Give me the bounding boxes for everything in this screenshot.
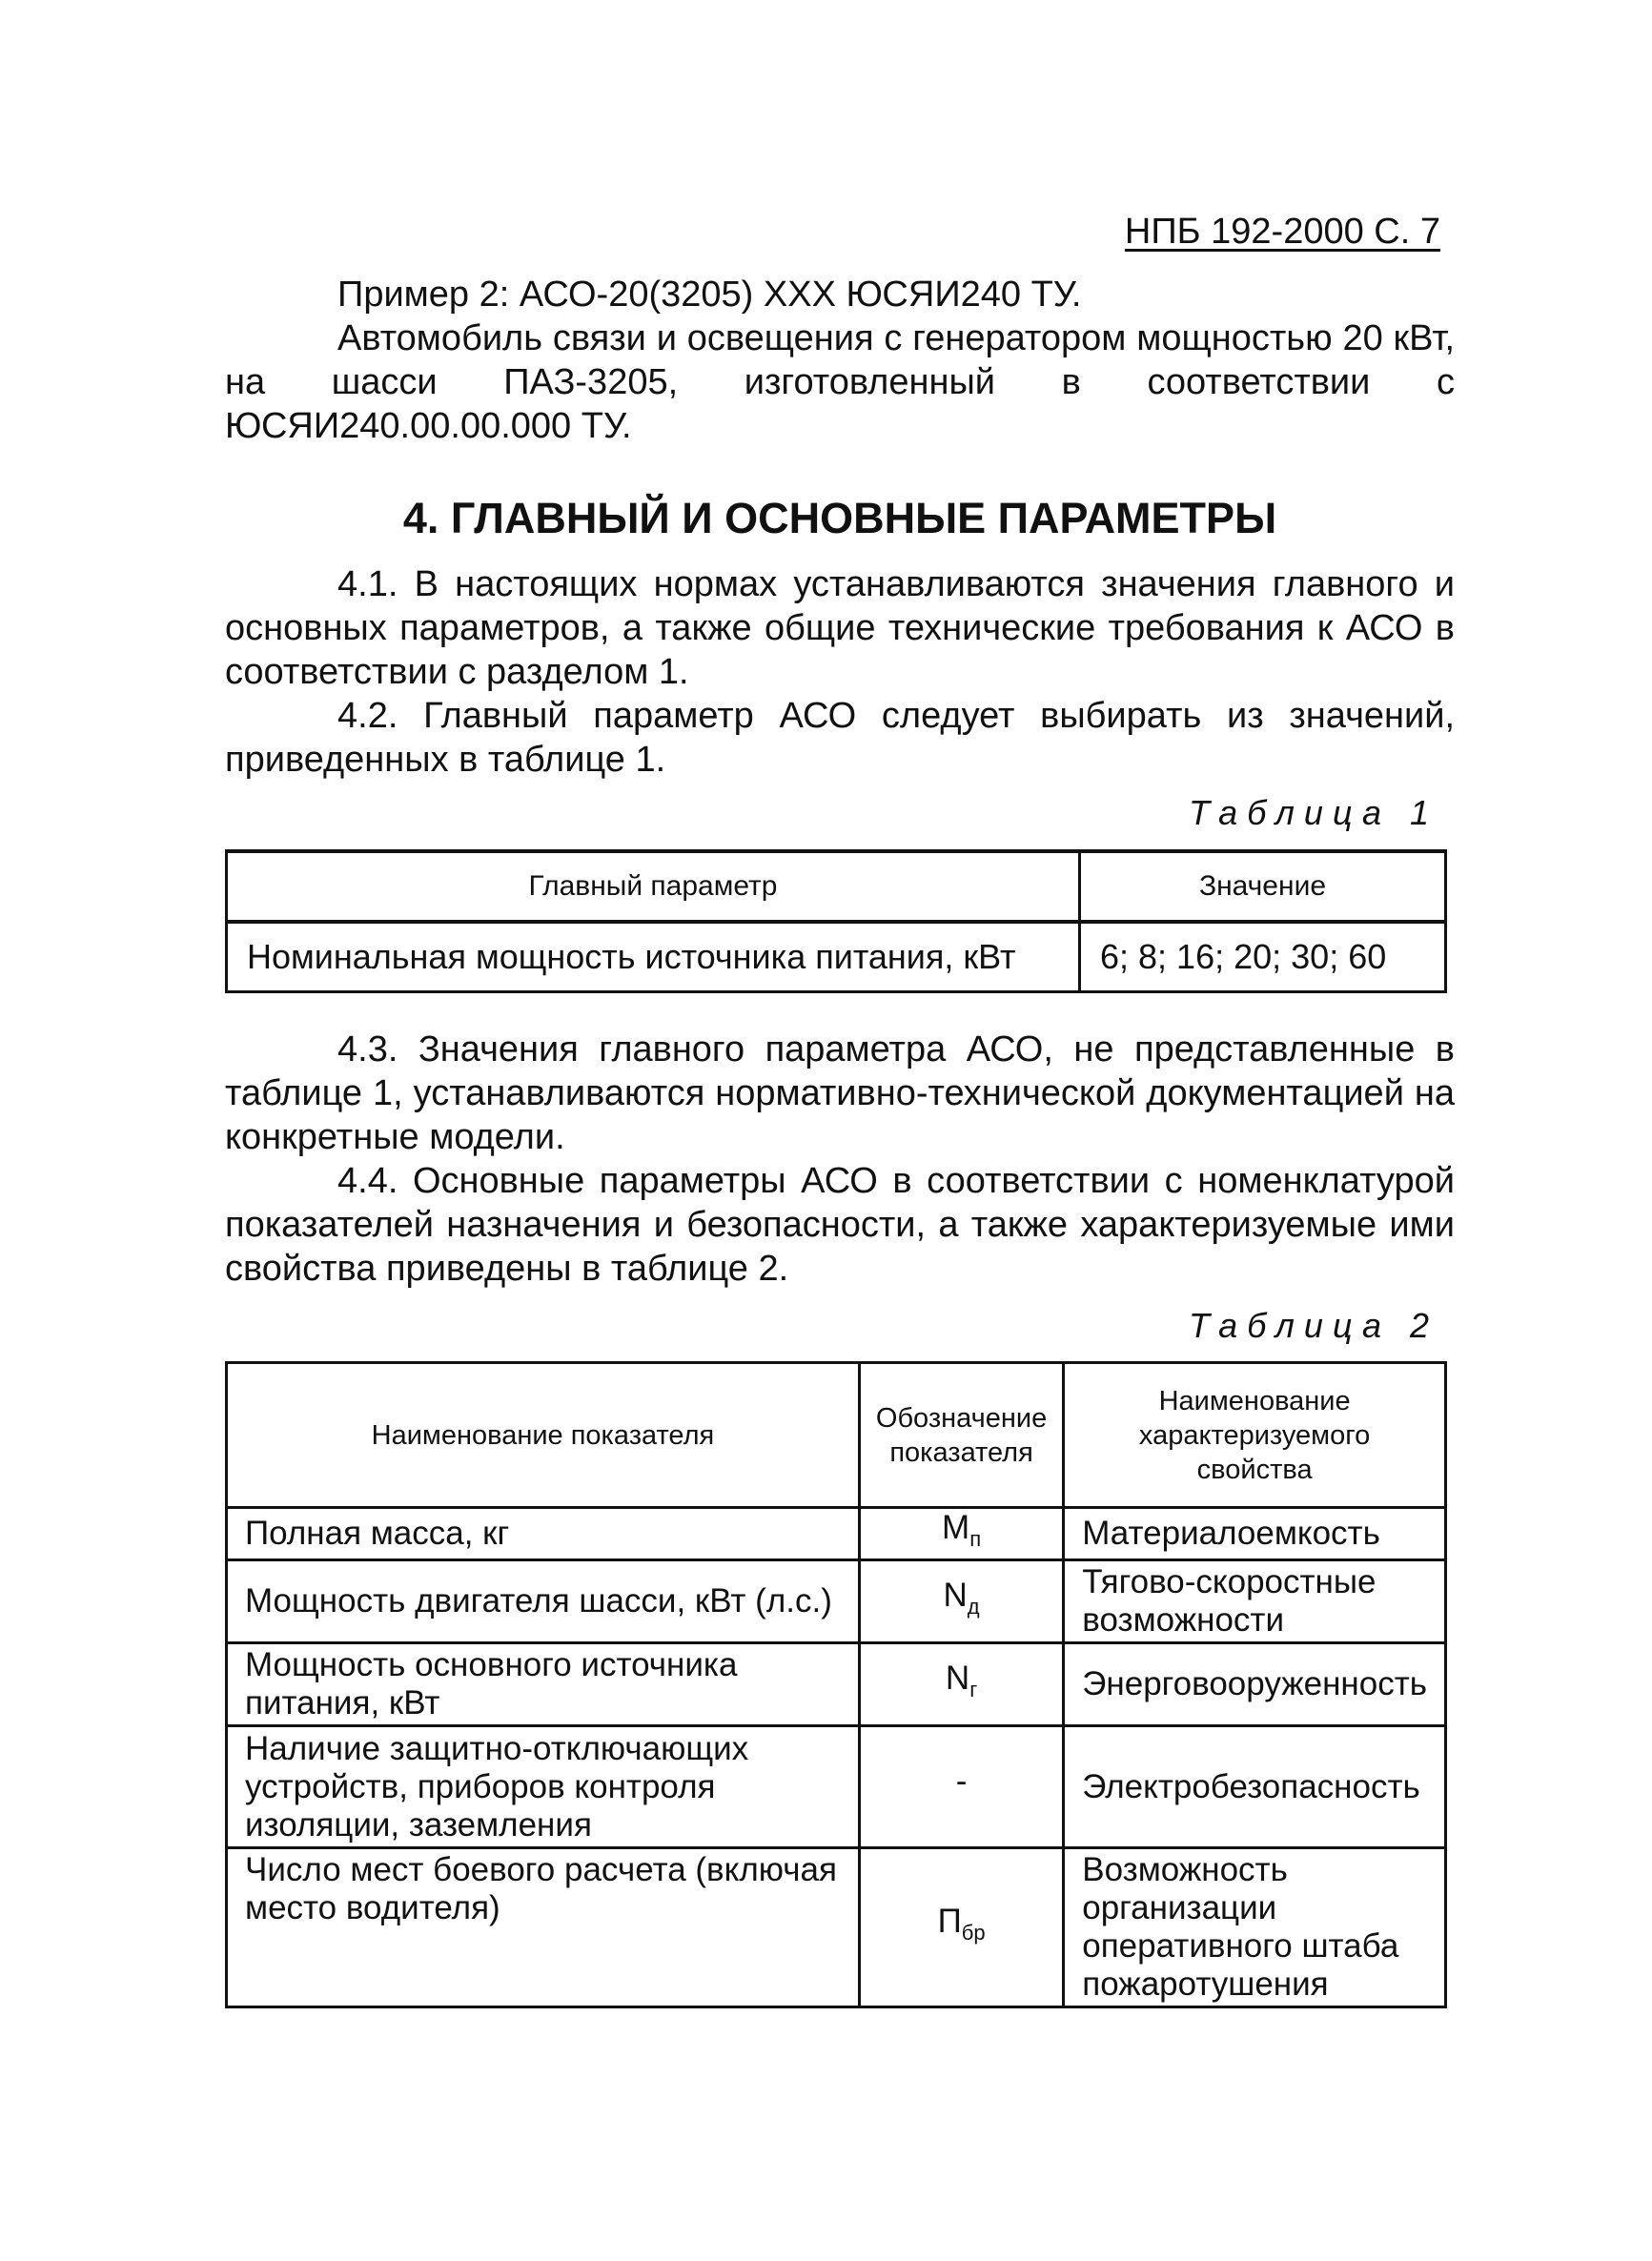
page-header: НПБ 192-2000 С. 7 — [1124, 212, 1440, 252]
table-cell — [859, 1726, 1063, 1848]
table-cell: Номинальная мощность источника питания, кВт — [227, 922, 1080, 992]
table-cell: Мощность двигателя шасси, кВт (л.с.) — [227, 1560, 860, 1643]
table-cell: Тягово-скоростные возможности — [1064, 1560, 1446, 1643]
table-cell: Возможность организации оперативного штаба пожаротушения — [1064, 1848, 1446, 2007]
table-row — [227, 1508, 1446, 1560]
symbol-subscript: г — [969, 1678, 978, 1701]
table-cell: Число мест боевого расчета (включая место водителя) — [227, 1848, 860, 2007]
table-header-cell: Наименование характеризуемого свойства — [1064, 1363, 1446, 1508]
table-header-cell: Значение — [1080, 851, 1446, 922]
table-cell: Энерговооруженность — [1064, 1643, 1446, 1726]
symbol-subscript: п — [969, 1527, 982, 1551]
symbol: N — [945, 1660, 970, 1697]
paragraph-4-4: 4.4. Основные параметры АСО в соответствии с номенклатурой показателей назначения и безопасности, а также характеризуемые ими свойства приведены в таблице 2. — [225, 1161, 1455, 1289]
table-header-row — [227, 1363, 1446, 1508]
table-1 — [225, 849, 1447, 993]
example-line: Пример 2: АСО-20(3205) ХХХ ЮСЯИ240 ТУ. — [337, 275, 1082, 315]
table-cell: 6; 8; 16; 20; 30; 60 — [1080, 922, 1446, 992]
table-1-caption: Таблица 1 — [1188, 793, 1438, 832]
table-2 — [225, 1361, 1447, 2008]
table-2-caption: Таблица 2 — [1188, 1306, 1438, 1345]
table-header-row — [227, 851, 1446, 922]
table-header-cell: Наименование показателя — [227, 1363, 860, 1508]
table-cell: Полная масса, кг — [227, 1508, 860, 1560]
table-row — [227, 922, 1446, 992]
table-row — [227, 1726, 1446, 1848]
table-cell — [859, 1848, 1063, 2007]
table-header-cell: Обозначение показателя — [859, 1363, 1063, 1508]
table-cell: Электробезопасность — [1064, 1726, 1446, 1848]
table-row — [227, 1560, 1446, 1643]
table-row — [227, 1643, 1446, 1726]
paragraph-4-2: 4.2. Главный параметр АСО следует выбирать из значений, приведенных в таблице 1. — [225, 696, 1455, 780]
table-cell: Наличие защитно-отключающих устройств, приборов контроля изоляции, заземления — [227, 1726, 860, 1848]
symbol: - — [955, 1762, 968, 1800]
table-cell — [859, 1643, 1063, 1726]
table-cell — [859, 1560, 1063, 1643]
example-description: Автомобиль связи и освещения с генератором мощностью 20 кВт, на шасси ПАЗ-3205, изготовленный в соответствии с ЮСЯИ240.00.00.000 ТУ. — [225, 318, 1455, 446]
section-title: 4. ГЛАВНЫЙ И ОСНОВНЫЕ ПАРАМЕТРЫ — [402, 494, 1277, 542]
symbol: M — [942, 1509, 970, 1546]
table-header-cell: Главный параметр — [227, 851, 1080, 922]
table-cell: Материалоемкость — [1064, 1508, 1446, 1560]
symbol-subscript: бр — [961, 1921, 986, 1945]
symbol: N — [943, 1577, 968, 1614]
table-row — [227, 1848, 1446, 2007]
symbol-subscript: д — [967, 1595, 980, 1619]
symbol: П — [937, 1903, 962, 1940]
paragraph-4-3: 4.3. Значения главного параметра АСО, не представленные в таблице 1, устанавливаются нормативно-технической документацией на конкретные модели. — [225, 1029, 1455, 1157]
paragraph-4-1: 4.1. В настоящих нормах устанавливаются значения главного и основных параметров, а также общие технические требования к АСО в соответствии с разделом 1. — [225, 564, 1455, 692]
table-cell — [859, 1508, 1063, 1560]
table-cell: Мощность основного источника питания, кВт — [227, 1643, 860, 1726]
